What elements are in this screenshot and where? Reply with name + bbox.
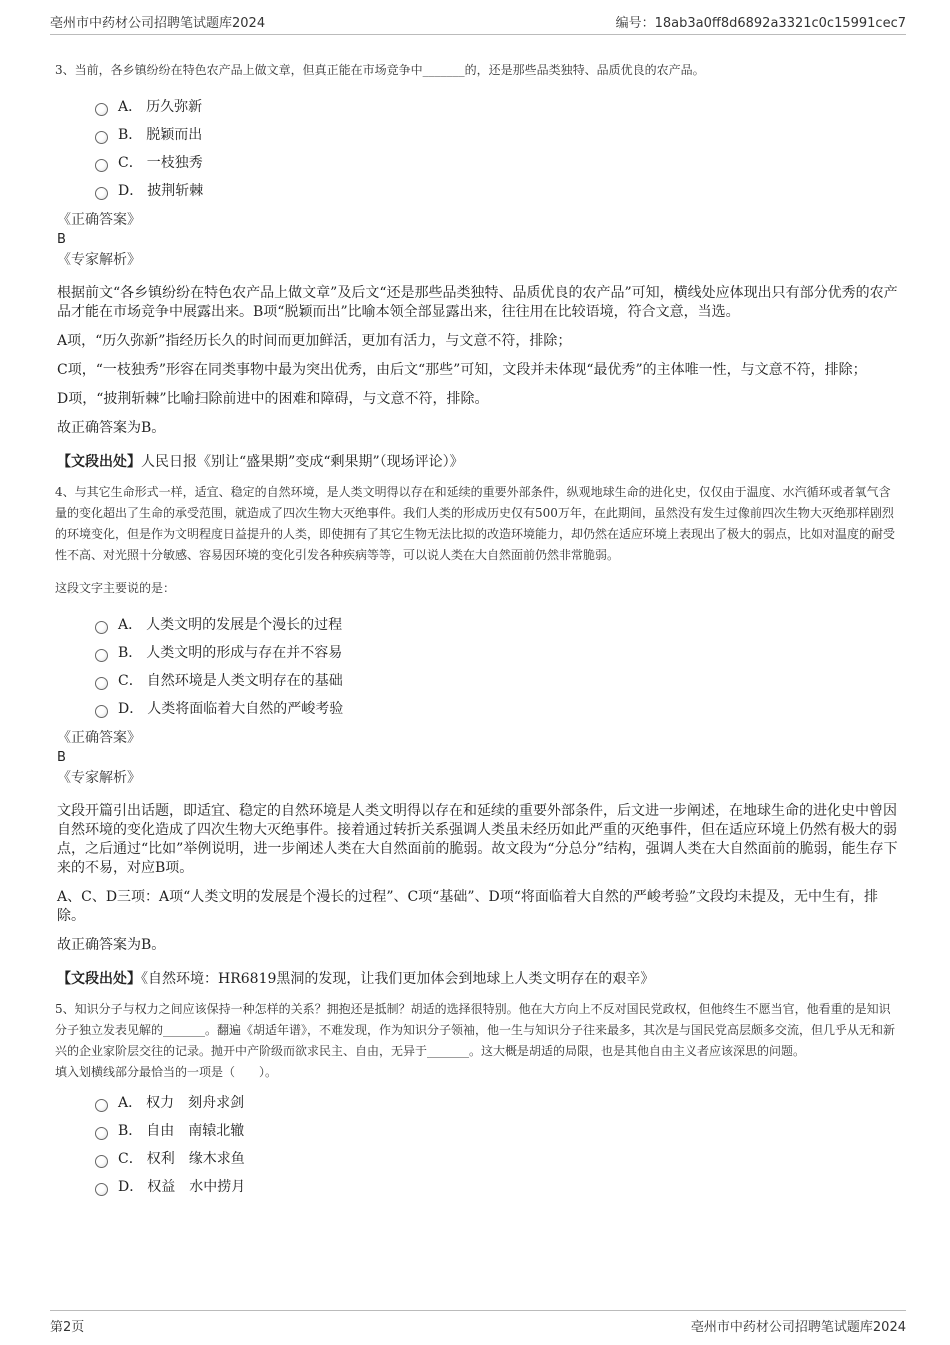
analysis-paragraph: 故正确答案为B。 [57, 937, 166, 953]
header-title: 亳州市中药材公司招聘笔试题库2024 [50, 16, 266, 31]
option-text: 披荆斩棘 [147, 183, 204, 199]
answer-value: B [57, 750, 66, 765]
radio-icon[interactable] [95, 649, 108, 662]
footer-title: 亳州市中药材公司招聘笔试题库2024 [690, 1320, 906, 1335]
option-letter: C． [118, 673, 143, 689]
option-b[interactable] [95, 1116, 898, 1144]
analysis-label: 《专家解析》 [57, 770, 141, 786]
option-letter: C． [118, 1151, 143, 1167]
question-stem: 5、知识分子与权力之间应该保持一种怎样的关系？拥抱还是抵制？胡适的选择很特别。他在大方向上不反对国民党政权，但他终生不愿当官，他看重的是知识分子独立发表见解的_______。翻遍《胡适年谱》，不难发现，作为知识分子领袖，他一生与知识分子往来最多，其次是与国民党高层颇多交流，但几乎从无和新兴的企业家阶层交往的记录。抛开中产阶级而欲求民主、自由，无异于_______。这大概是胡适的局限，也是其他自由主义者应该深思的问题。 [55, 1002, 896, 1058]
option-letter: A． [118, 1095, 143, 1111]
option-c[interactable] [95, 148, 898, 176]
analysis-paragraph: A项，“历久弥新”指经历长久的时间而更加鲜活，更加有活力，与文意不符，排除； [57, 333, 572, 349]
radio-icon[interactable] [95, 705, 108, 718]
radio-icon[interactable] [95, 187, 108, 200]
question-prompt: 这段文字主要说的是： [55, 581, 176, 595]
question-5 [55, 999, 898, 1200]
option-text: 权力 刻舟求剑 [146, 1095, 245, 1111]
option-text: 人类将面临着大自然的严峻考验 [147, 701, 344, 717]
question-4 [55, 482, 898, 989]
radio-icon[interactable] [95, 159, 108, 172]
question-stem: 3、当前，各乡镇纷纷在特色农产品上做文章，但真正能在市场竞争中_______的，还是那些品类独特、品质优良的农产品。 [55, 63, 705, 77]
option-text: 权益 水中捞月 [147, 1179, 246, 1195]
option-letter: D． [118, 701, 144, 717]
option-letter: A． [118, 99, 143, 115]
option-letter: D． [118, 1179, 144, 1195]
option-text: 人类文明的形成与存在并不容易 [146, 645, 343, 661]
source-label: 【文段出处】 [57, 454, 141, 470]
option-a[interactable] [95, 1088, 898, 1116]
answer-block [57, 210, 898, 270]
answer-block [57, 728, 898, 788]
source-text: 人民日报《别让“盛果期”变成“剩果期”（现场评论）》 [141, 454, 464, 470]
option-text: 自然环境是人类文明存在的基础 [146, 673, 343, 689]
option-letter: D． [118, 183, 144, 199]
option-c[interactable] [95, 666, 898, 694]
option-text: 权利 缘木求鱼 [146, 1151, 245, 1167]
analysis-paragraph: 文段开篇引出话题，即适宜、稳定的自然环境是人类文明得以存在和延续的重要外部条件，后文进一步阐述，在地球生命的进化史中曾因自然环境的变化造成了四次生物大灭绝事件。接着通过转折关系强调人类虽未经历如此严重的灭绝事件，但在适应环境上仍然有极大的弱点，之后通过“比如”举例说明，进一步阐述人类在大自然面前的脆弱。故文段为“分总分”结构，强调人类在大自然面前的脆弱，能生存下来的不易，对应B项。 [57, 803, 898, 876]
option-letter: B． [118, 645, 143, 661]
analysis-paragraph: D项，“披荆斩棘”比喻扫除前进中的困难和障碍，与文意不符，排除。 [57, 391, 489, 407]
option-b[interactable] [95, 638, 898, 666]
answer-label: 《正确答案》 [57, 212, 141, 228]
option-list [95, 1088, 898, 1200]
radio-icon[interactable] [95, 1183, 108, 1196]
source-label: 【文段出处】 [57, 971, 141, 987]
page-footer [50, 1310, 906, 1335]
radio-icon[interactable] [95, 103, 108, 116]
source-citation [57, 969, 898, 989]
option-letter: B． [118, 127, 143, 143]
option-c[interactable] [95, 1144, 898, 1172]
option-a[interactable] [95, 92, 898, 120]
option-list [95, 92, 898, 204]
radio-icon[interactable] [95, 677, 108, 690]
source-citation [57, 452, 898, 472]
option-b[interactable] [95, 120, 898, 148]
analysis-paragraph: 根据前文“各乡镇纷纷在特色农产品上做文章”及后文“还是那些品类独特、品质优良的农产品”可知，横线处应体现出只有部分优秀的农产品才能在市场竞争中展露出来。B项“脱颖而出”比喻本领全部显露出来，往往用在比较语境，符合文意，当选。 [57, 285, 898, 320]
option-d[interactable] [95, 694, 898, 722]
option-d[interactable] [95, 1172, 898, 1200]
page-header [50, 12, 906, 35]
option-a[interactable] [95, 610, 898, 638]
radio-icon[interactable] [95, 1127, 108, 1140]
option-letter: B． [118, 1123, 143, 1139]
option-list [95, 610, 898, 722]
analysis-paragraph: 故正确答案为B。 [57, 420, 166, 436]
analysis-paragraph: C项，“一枝独秀”形容在同类事物中最为突出优秀，由后文“那些”可知，文段并未体现“最优秀”的主体唯一性，与文意不符，排除； [57, 362, 867, 378]
analysis-paragraph: A、C、D三项：A项“人类文明的发展是个漫长的过程”、C项“基础”、D项“将面临着大自然的严峻考验”文段均未提及，无中生有，排除。 [57, 889, 879, 924]
radio-icon[interactable] [95, 131, 108, 144]
radio-icon[interactable] [95, 1099, 108, 1112]
page-content [55, 60, 898, 1206]
answer-value: B [57, 232, 66, 247]
document-id: 编号：18ab3a0ff8d6892a3321c0c15991cec7 [615, 16, 906, 31]
source-text: 《自然环境：HR6819黑洞的发现，让我们更加体会到地球上人类文明存在的艰辛》 [141, 971, 655, 987]
option-letter: C． [118, 155, 143, 171]
page-number: 第2页 [50, 1320, 85, 1335]
option-letter: A． [118, 617, 143, 633]
analysis-label: 《专家解析》 [57, 252, 141, 268]
option-text: 自由 南辕北辙 [146, 1123, 245, 1139]
radio-icon[interactable] [95, 1155, 108, 1168]
option-d[interactable] [95, 176, 898, 204]
radio-icon[interactable] [95, 621, 108, 634]
question-prompt: 填入划横线部分最恰当的一项是（ ）。 [55, 1065, 278, 1079]
option-text: 历久弥新 [146, 99, 203, 115]
option-text: 脱颖而出 [146, 127, 203, 143]
option-text: 一枝独秀 [146, 155, 203, 171]
option-text: 人类文明的发展是个漫长的过程 [146, 617, 343, 633]
question-3 [55, 60, 898, 472]
question-stem: 4、与其它生命形式一样，适宜、稳定的自然环境，是人类文明得以存在和延续的重要外部条件，纵观地球生命的进化史，仅仅由于温度、水汽循环或者氧气含量的变化超出了生命的承受范围，就造成了四次生物大灭绝事件。我们人类的形成历史仅有500万年，在此期间，虽然没有发生过像前四次生物大灭绝那样剧烈的环境变化，但是作为文明程度日益提升的人类，即使拥有了其它生物无法比拟的改造环境能力，却仍然在适应环境上表现出了极大的弱点，比如对温度的耐受性不高、对光照十分敏感、容易因环境的变化引发各种疾病等等，可以说人类在大自然面前仍然非常脆弱。 [55, 485, 896, 562]
answer-label: 《正确答案》 [57, 730, 141, 746]
